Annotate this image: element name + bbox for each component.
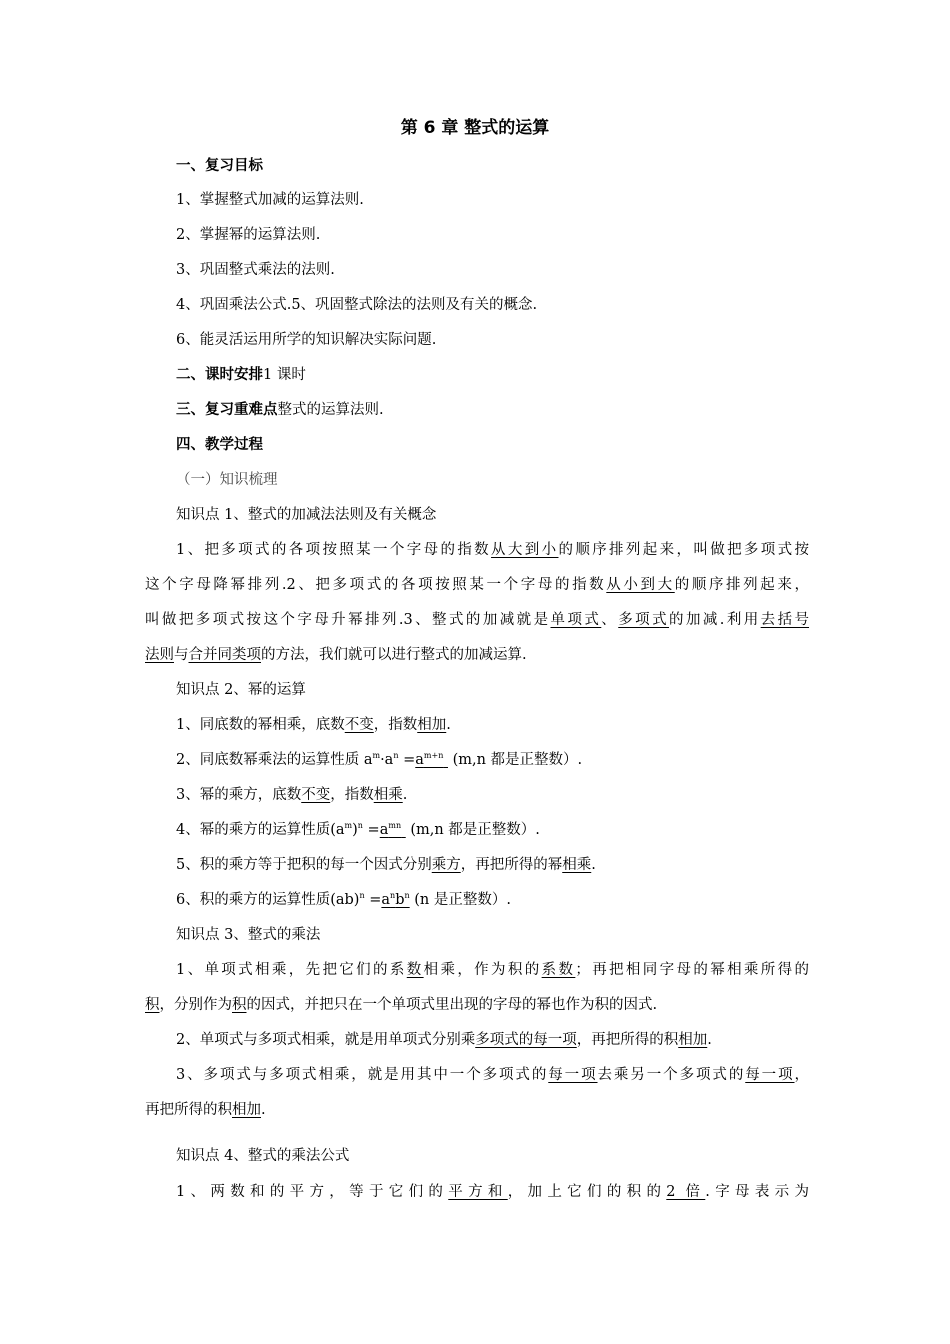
superscript: n bbox=[357, 821, 363, 830]
text-run: 相乘，作为积的 bbox=[423, 962, 542, 978]
text-run: .字母表示为 bbox=[705, 1184, 810, 1200]
underlined-answer: 每一项 bbox=[745, 1067, 795, 1083]
text-run: ， bbox=[794, 1067, 809, 1083]
kp3-heading: 知识点 3、整式的乘法 bbox=[176, 927, 321, 943]
kp2-line bbox=[176, 819, 809, 841]
text-run: . bbox=[707, 1032, 712, 1048]
kp1-paragraph-line bbox=[145, 644, 809, 666]
text-run: 、 bbox=[601, 612, 619, 628]
text-run: 的因式，并把只在一个单项式里出现的字母的幂也作为积的因式. bbox=[246, 997, 658, 1013]
kp2-line bbox=[176, 889, 809, 911]
superscript: n bbox=[390, 891, 396, 900]
kp3-paragraph-line bbox=[145, 1099, 809, 1121]
text-run: 5、积的乘方等于把积的每一个因式分别 bbox=[176, 857, 432, 873]
underlined-answer: 去括号 bbox=[760, 612, 810, 628]
superscript: n bbox=[359, 891, 365, 900]
text-run: 的加减.利用 bbox=[669, 612, 761, 628]
underlined-answer: 乘方 bbox=[431, 857, 461, 873]
text-run: . bbox=[446, 717, 451, 733]
underlined-answer: 从大到小 bbox=[491, 542, 559, 558]
kp3-paragraph-line bbox=[176, 1029, 809, 1051]
underlined-answer: 合并同类项 bbox=[188, 647, 261, 663]
underlined-answer: 相加 bbox=[232, 1102, 261, 1118]
text-run: . bbox=[261, 1102, 266, 1118]
kp1-paragraph-line bbox=[145, 574, 809, 596]
text-run: b bbox=[395, 892, 405, 908]
underlined-answer: 法则 bbox=[145, 647, 174, 663]
section-heading-schedule: 二、课时安排 bbox=[176, 367, 263, 383]
text-run: = bbox=[362, 822, 380, 838]
text-run: = bbox=[364, 892, 382, 908]
schedule-text: 1 课时 bbox=[263, 367, 306, 383]
kp2-line bbox=[176, 714, 809, 736]
kp3-paragraph-line bbox=[145, 994, 809, 1016]
text-run: ，再把所得的积 bbox=[576, 1032, 679, 1048]
underlined-answer: 不变 bbox=[301, 787, 331, 803]
superscript: n bbox=[404, 891, 410, 900]
text-run: 4、幂的乘方的运算性质(a bbox=[176, 822, 345, 838]
text-run: 1、单项式相乘，先把它们的系 bbox=[176, 962, 407, 978]
text-run: (m,n 都是正整数）. bbox=[405, 822, 540, 838]
text-run: ；再把相同字母的幂相乘所得的 bbox=[575, 962, 810, 978]
superscript: m bbox=[372, 751, 381, 760]
section-schedule bbox=[176, 364, 809, 386]
text-run: 再把所得的积 bbox=[145, 1102, 232, 1118]
chapter-title: 第 6 章 整式的运算 bbox=[400, 118, 550, 138]
kp4-heading: 知识点 4、整式的乘法公式 bbox=[176, 1148, 350, 1164]
text-run: 的顺序排列起来，叫做把多项式按 bbox=[558, 542, 810, 558]
underlined-answer: 积 bbox=[232, 997, 247, 1013]
superscript: n bbox=[393, 751, 399, 760]
section-key-points bbox=[176, 399, 809, 421]
text-run: 的顺序排列起来， bbox=[674, 577, 809, 593]
text-run: ，指数 bbox=[373, 717, 418, 733]
goal-item: 6、能灵活运用所学的知识解决实际问题. bbox=[176, 332, 437, 348]
underlined-answer: 多项式 bbox=[618, 612, 670, 628]
text-run: 叫做把多项式按这个字母升幂排列.3、整式的加减就是 bbox=[145, 612, 551, 628]
text-run: 的方法，我们就可以进行整式的加减运算. bbox=[261, 647, 527, 663]
kp3-paragraph-line bbox=[176, 959, 809, 981]
text-run: a bbox=[381, 892, 391, 908]
underlined-answer: 数 bbox=[406, 962, 424, 978]
text-run: ) bbox=[352, 822, 358, 838]
text-run: 2、单项式与多项式相乘，就是用单项式分别乘 bbox=[176, 1032, 476, 1048]
text-run: . bbox=[402, 787, 408, 803]
goal-item: 1、掌握整式加减的运算法则. bbox=[176, 192, 364, 208]
text-run: 去乘另一个多项式的 bbox=[597, 1067, 746, 1083]
superscript: mn bbox=[388, 821, 402, 830]
kp4-paragraph-line bbox=[176, 1181, 809, 1203]
text-run: 1、同底数的幂相乘，底数 bbox=[176, 717, 345, 733]
underlined-answer: 单项式 bbox=[550, 612, 602, 628]
goal-item: 4、巩固乘法公式.5、巩固整式除法的法则及有关的概念. bbox=[176, 297, 538, 313]
text-run: 这个字母降幂排列.2、把多项式的各项按照某一个字母的指数 bbox=[145, 577, 607, 593]
underlined-answer: 系数 bbox=[541, 962, 576, 978]
kp2-line bbox=[176, 854, 809, 876]
section-heading-process: 四、教学过程 bbox=[176, 437, 263, 453]
kp1-heading: 知识点 1、整式的加减法法则及有关概念 bbox=[176, 507, 437, 523]
text-run: (n 是正整数）. bbox=[409, 892, 511, 908]
text-run: 6、积的乘方的运算性质(ab) bbox=[176, 892, 360, 908]
text-run: 2、同底数幂乘法的运算性质 a bbox=[176, 752, 373, 768]
underlined-answer: 2 倍 bbox=[666, 1184, 706, 1200]
text-run: 1、把多项式的各项按照某一个字母的指数 bbox=[176, 542, 492, 558]
underlined-answer: 积 bbox=[145, 997, 160, 1013]
kp1-paragraph-line bbox=[176, 539, 809, 561]
section-heading-goals: 一、复习目标 bbox=[176, 158, 263, 174]
text-run: = bbox=[398, 752, 416, 768]
underlined-answer: 每一项 bbox=[548, 1067, 598, 1083]
underlined-answer: 从小到大 bbox=[606, 577, 675, 593]
kp2-line bbox=[176, 784, 809, 806]
text-run: ，加上它们的积的 bbox=[507, 1184, 667, 1200]
underlined-answer: 相乘 bbox=[562, 857, 592, 873]
subsection-heading: （一）知识梳理 bbox=[176, 472, 278, 488]
underlined-answer bbox=[415, 752, 448, 768]
key-points-text: 整式的运算法则. bbox=[277, 402, 384, 418]
text-run: ·a bbox=[380, 752, 394, 768]
goal-item: 3、巩固整式乘法的法则. bbox=[176, 262, 335, 278]
text-run: a bbox=[415, 752, 424, 768]
underlined-answer: 多项式的每一项 bbox=[475, 1032, 577, 1048]
underlined-answer bbox=[381, 892, 409, 908]
kp1-paragraph-line bbox=[145, 609, 809, 631]
text-run: 与 bbox=[174, 647, 189, 663]
text-run: ，指数 bbox=[330, 787, 374, 803]
superscript: m bbox=[344, 821, 353, 830]
text-run: 3、幂的乘方，底数 bbox=[176, 787, 302, 803]
underlined-answer bbox=[380, 822, 406, 838]
text-run: ，分别作为 bbox=[159, 997, 232, 1013]
underlined-answer: 不变 bbox=[344, 717, 374, 733]
superscript: m+n bbox=[423, 751, 444, 760]
kp2-heading: 知识点 2、幂的运算 bbox=[176, 682, 306, 698]
underlined-answer: 相加 bbox=[678, 1032, 708, 1048]
underlined-answer: 相乘 bbox=[373, 787, 403, 803]
text-run: (m,n 都是正整数）. bbox=[447, 752, 583, 768]
section-heading-key-points: 三、复习重难点 bbox=[176, 402, 278, 418]
underlined-answer: 相加 bbox=[417, 717, 447, 733]
text-run: ，再把所得的幂 bbox=[460, 857, 563, 873]
goal-item: 2、掌握幂的运算法则. bbox=[176, 227, 321, 243]
text-run: 1、两数和的平方，等于它们的 bbox=[176, 1184, 449, 1200]
kp2-line bbox=[176, 749, 809, 771]
underlined-answer: 平方和 bbox=[448, 1184, 508, 1200]
text-run: 3、多项式与多项式相乘，就是用其中一个多项式的 bbox=[176, 1067, 549, 1083]
text-run: a bbox=[379, 822, 389, 838]
text-run: . bbox=[591, 857, 596, 873]
kp3-paragraph-line bbox=[176, 1064, 809, 1086]
